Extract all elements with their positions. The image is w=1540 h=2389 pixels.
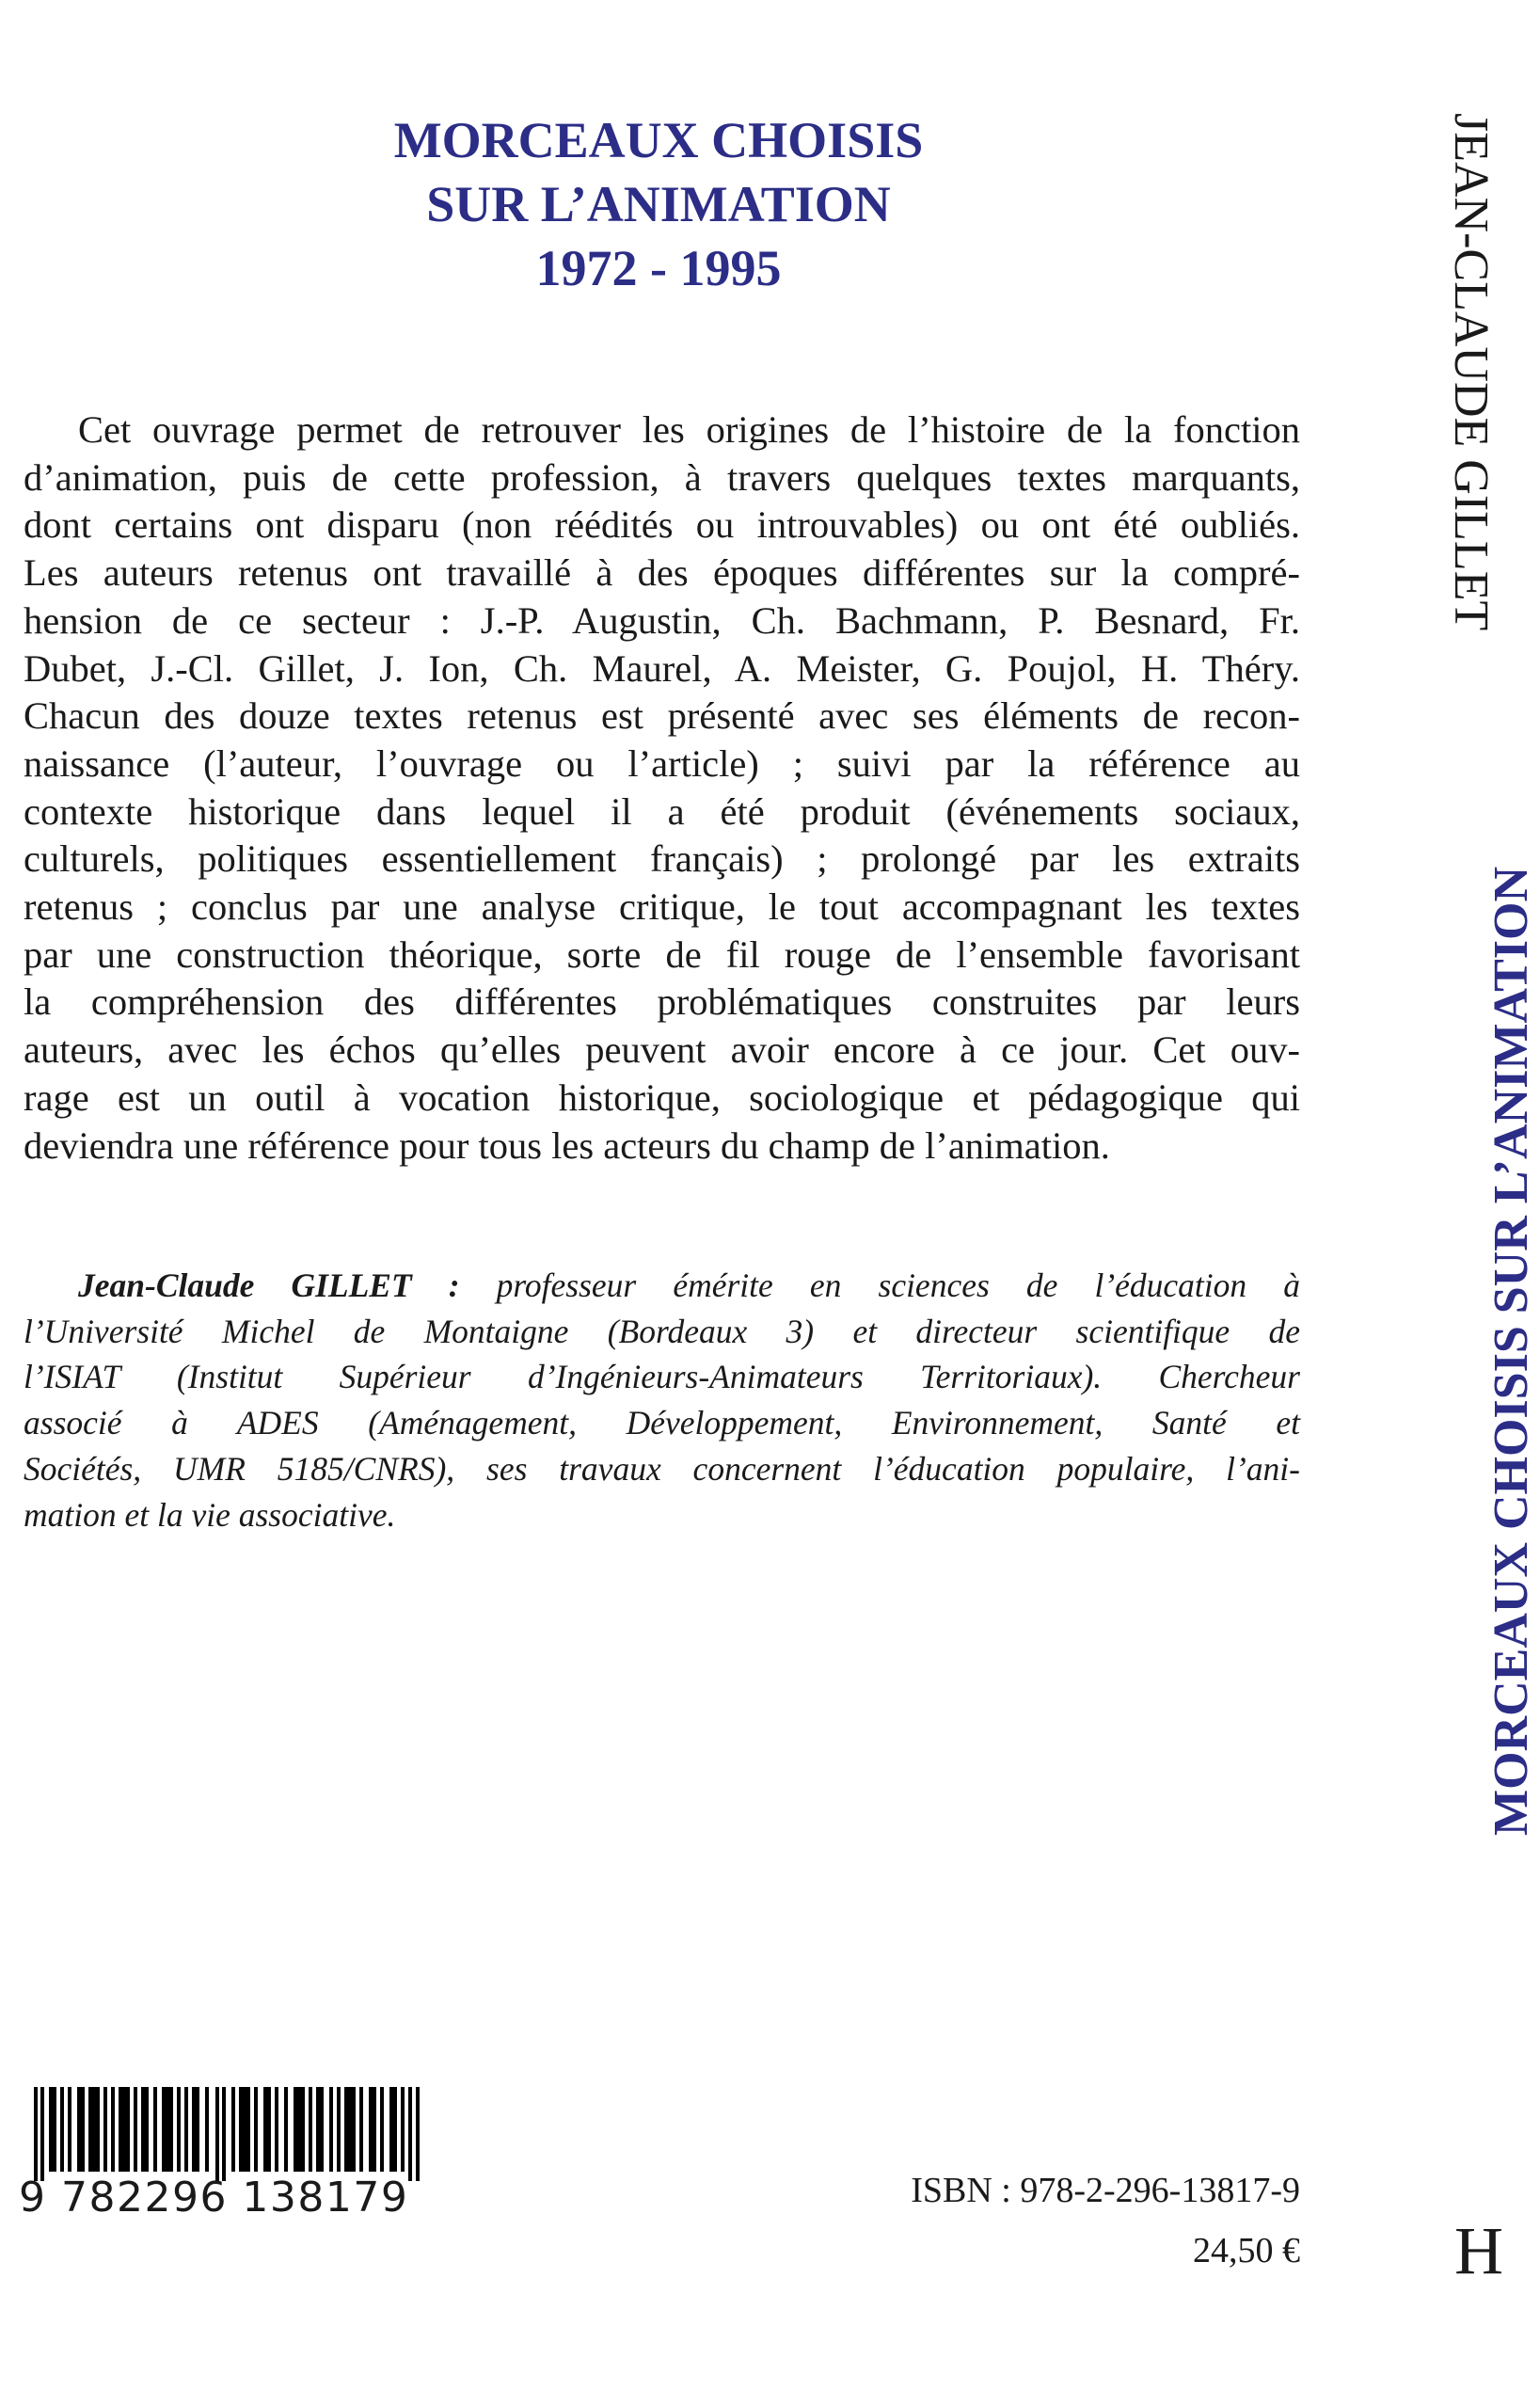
bio-line: associé à ADES (Aménagement, Développement, Environnement, Santé et bbox=[24, 1404, 1300, 1442]
description-line: auteurs, avec les échos qu’elles peuvent avoir encore à ce jour. Cet ouv- bbox=[24, 1028, 1300, 1072]
bio-author-name: Jean-Claude GILLET : bbox=[78, 1266, 460, 1304]
description-line: retenus ; conclus par une analyse critique, le tout accompagnant les textes bbox=[24, 885, 1300, 929]
bio-line: l’ISIAT (Institut Supérieur d’Ingénieurs-Animateurs Territoriaux). Chercheur bbox=[24, 1358, 1300, 1396]
author-bio bbox=[24, 1263, 1300, 1537]
price: 24,50 € bbox=[1193, 2231, 1300, 2270]
bio-line bbox=[24, 1263, 1300, 1309]
bio-line: Sociétés, UMR 5185/CNRS), ses travaux concernent l’éducation populaire, l’ani- bbox=[24, 1449, 1300, 1488]
description-line: contexte historique dans lequel il a été produit (événements sociaux, bbox=[24, 789, 1300, 833]
back-cover-description bbox=[24, 406, 1300, 1170]
description-line: Cet ouvrage permet de retrouver les origines de l’histoire de la fonction bbox=[78, 408, 1300, 451]
description-line: rage est un outil à vocation historique, sociologique et pédagogique qui bbox=[24, 1075, 1300, 1119]
bio-line-1-rest: professeur émérite en sciences de l’éducation à bbox=[459, 1266, 1300, 1304]
isbn: ISBN : 978-2-296-13817-9 bbox=[911, 2171, 1300, 2210]
description-line: culturels, politiques essentiellement français) ; prolongé par les extraits bbox=[24, 837, 1300, 881]
title-years: 1972 - 1995 bbox=[535, 240, 782, 296]
description-line: Les auteurs retenus ont travaillé à des époques différentes sur la compré- bbox=[24, 551, 1300, 595]
bio-line: mation et la vie associative. bbox=[24, 1495, 396, 1534]
description-line: deviendra une référence pour tous les acteurs du champ de l’animation. bbox=[24, 1123, 1110, 1167]
description-line: hension de ce secteur : J.-P. Augustin, Ch. Bachmann, P. Besnard, Fr. bbox=[24, 598, 1300, 642]
publisher-logo: H bbox=[1454, 2213, 1503, 2288]
spine-title: MORCEAUX CHOISIS SUR L’ANIMATION bbox=[1484, 866, 1538, 1836]
description-line: par une construction théorique, sorte de fil rouge de l’ensemble favorisant bbox=[24, 932, 1300, 976]
title-block bbox=[376, 108, 941, 300]
description-line: naissance (l’auteur, l’ouvrage ou l’article) ; suivi par la référence au bbox=[24, 741, 1300, 785]
bio-line: l’Université Michel de Montaigne (Bordeaux 3) et directeur scientifique de bbox=[24, 1312, 1300, 1350]
description-line: la compréhension des différentes problématiques construites par leurs bbox=[24, 980, 1300, 1024]
description-line: dont certains ont disparu (non réédités ou introuvables) ou ont été oubliés. bbox=[24, 503, 1300, 547]
description-line: d’animation, puis de cette profession, à travers quelques textes marquants, bbox=[24, 455, 1300, 499]
description-line: Chacun des douze textes retenus est présenté avec ses éléments de recon- bbox=[24, 694, 1300, 738]
description-line: Dubet, J.-Cl. Gillet, J. Ion, Ch. Maurel, A. Meister, G. Poujol, H. Théry. bbox=[24, 646, 1300, 690]
barcode-bars-icon bbox=[19, 2087, 437, 2181]
barcode-digits: 9 782296 138179 bbox=[19, 2174, 409, 2222]
title-line-2: SUR L’ANIMATION bbox=[426, 176, 891, 232]
spine-author: JEAN-CLAUDE GILLET bbox=[1444, 113, 1498, 631]
title-line-1: MORCEAUX CHOISIS bbox=[393, 112, 924, 168]
